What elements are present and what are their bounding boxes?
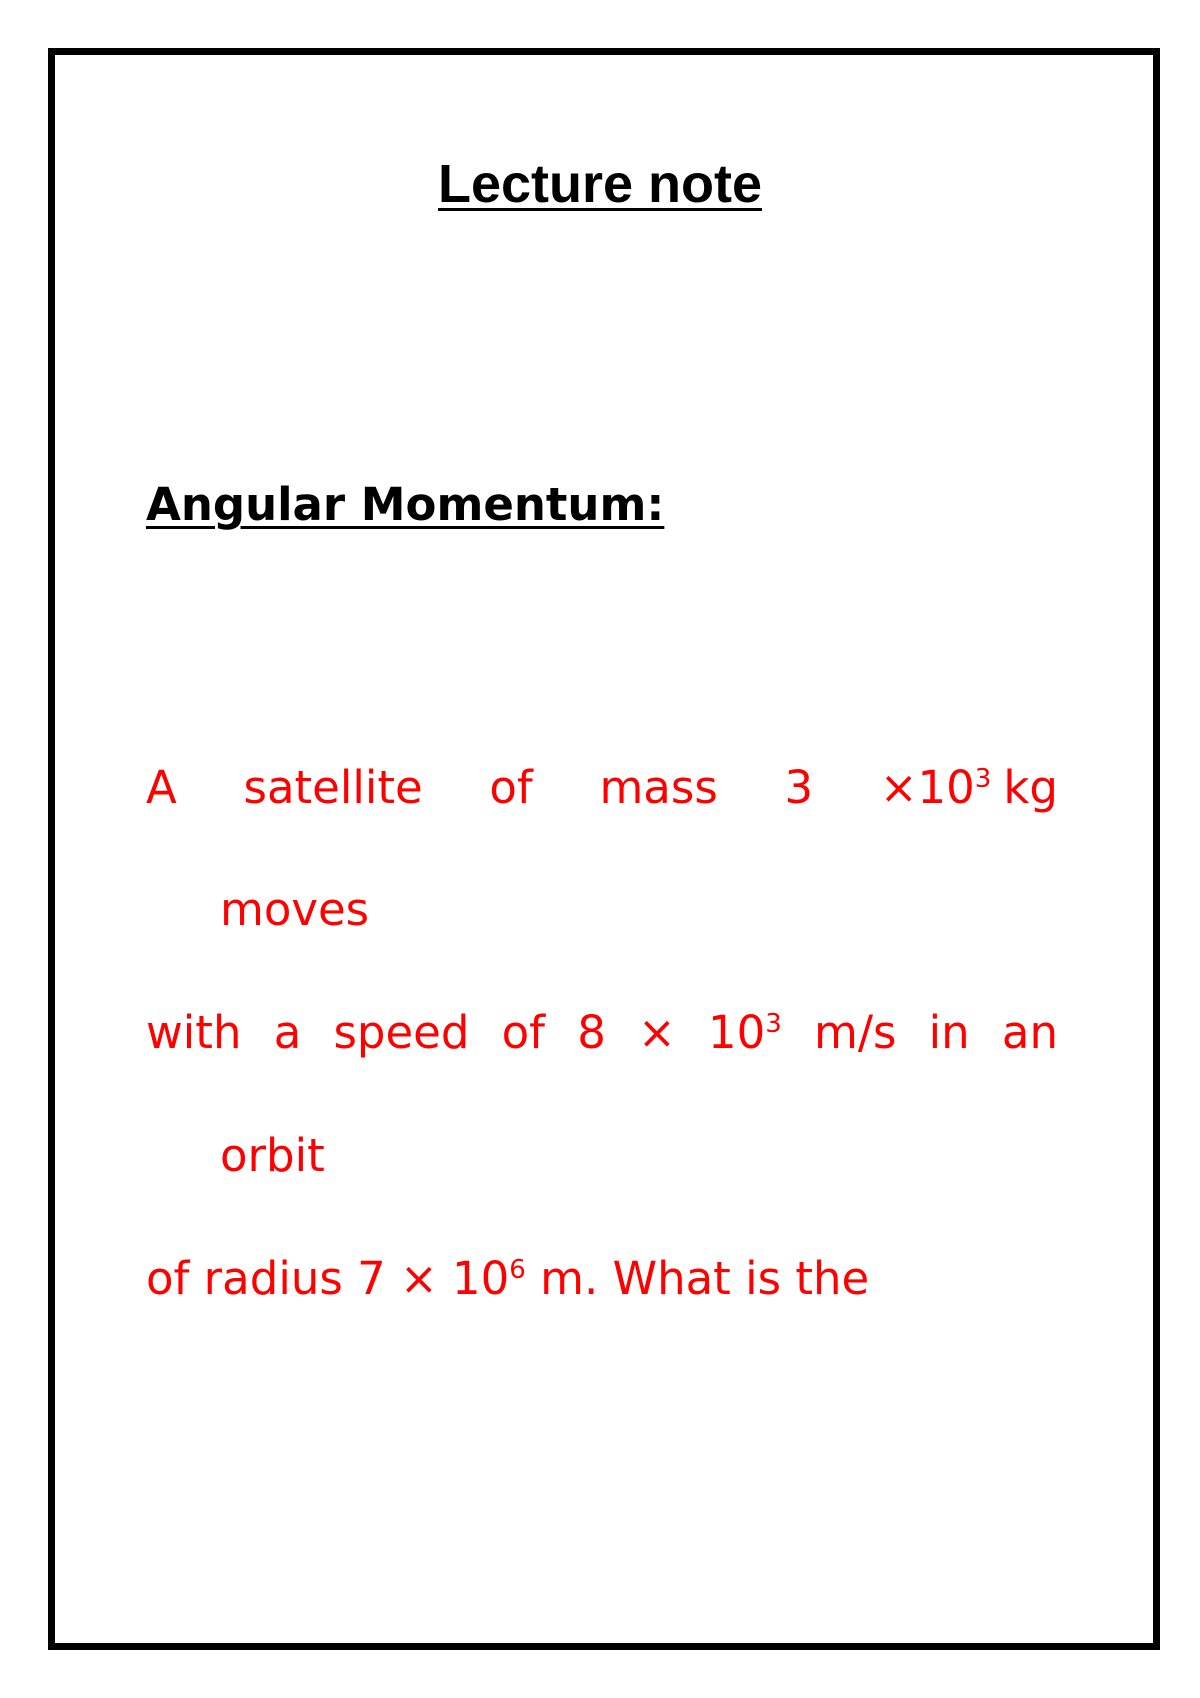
speed-base: 10: [707, 1006, 766, 1059]
word: 3: [784, 761, 814, 814]
mass-base: ×10: [879, 761, 975, 814]
mass-value: [879, 761, 1058, 814]
problem-line-3: [146, 1006, 1058, 1059]
problem-line-4: orbit: [220, 1129, 325, 1182]
question-text: m. What is the: [525, 1252, 870, 1305]
mass-unit: kg: [1003, 761, 1058, 814]
page-border: [48, 48, 1160, 1650]
radius-text: of radius 7 × 10: [146, 1252, 510, 1305]
word: of: [489, 761, 533, 814]
word: m/s: [813, 1006, 897, 1059]
word: mass: [599, 761, 718, 814]
mass-exponent: 3: [974, 764, 992, 794]
speed-exponent: 3: [765, 1009, 782, 1039]
radius-exponent: 6: [509, 1255, 526, 1285]
section-heading: Angular Momentum:: [146, 478, 665, 531]
word: 8: [577, 1006, 606, 1059]
word: of: [501, 1006, 545, 1059]
word: an: [1001, 1006, 1058, 1059]
word: with: [146, 1006, 242, 1059]
word: A: [146, 761, 177, 814]
problem-line-1: [146, 761, 1058, 814]
problem-line-5: [146, 1252, 870, 1305]
word: speed: [333, 1006, 470, 1059]
speed-power: [707, 1006, 782, 1059]
problem-line-2: moves: [220, 883, 370, 936]
page-title: Lecture note: [437, 154, 763, 214]
word: a: [273, 1006, 302, 1059]
word: ×: [638, 1006, 676, 1059]
word: satellite: [243, 761, 423, 814]
word: in: [928, 1006, 970, 1059]
